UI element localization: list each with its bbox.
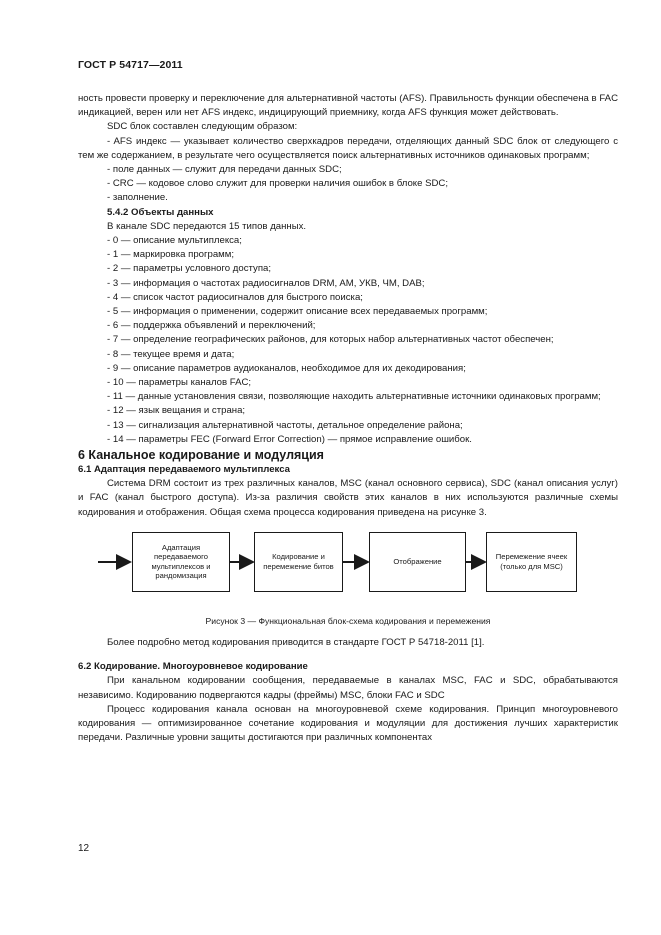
page-number: 12 [78, 843, 90, 854]
document-header: ГОСТ Р 54717—2011 [78, 59, 183, 71]
paragraph: Система DRM состоит из трех различных каналов, MSC (канал основного сервиса), SDC (канал описания услуг) и FAC (канал быстрого доступа). Из-за различия свойств этих каналов в них используются различные схемы кодирования и отображения. Общая схема процесса кодирования приведена на рисунке 3. [78, 478, 618, 518]
paragraph: Более подробно метод кодирования приводится в стандарте ГОСТ Р 54718-2011 [1]. [107, 636, 485, 648]
list-item: - поле данных — служит для передачи данных SDC; [107, 164, 342, 176]
section-heading: 6.2 Кодирование. Многоуровневое кодирование [78, 661, 308, 673]
block-mapping: Отображение [369, 532, 466, 592]
list-item: - 12 — язык вещания и страна; [107, 405, 246, 417]
paragraph: SDC блок составлен следующим образом: [107, 121, 298, 133]
chapter-heading: 6 Канальное кодирование и модуляция [78, 448, 324, 463]
list-item: - 4 — список частот радиосигналов для быстрого поиска; [107, 291, 363, 303]
list-item: - 7 — определение географических районов, для которых набор альтернативных частот обеспечен; [107, 334, 554, 346]
list-item: - 10 — параметры каналов FAC; [107, 377, 252, 389]
paragraph: При канальном кодировании сообщения, передаваемые в каналах MSC, FAC и SDC, обрабатываются независимо. Кодированию подвергаются кадры (фреймы) MSC, блоки FAC и SDC [78, 675, 618, 701]
paragraph: В канале SDC передаются 15 типов данных. [107, 220, 307, 232]
list-item: - 0 — описание мультиплекса; [107, 235, 242, 247]
list-item: - 13 — сигнализация альтернативной частоты, детальное определение района; [107, 419, 463, 431]
list-item: - 6 — поддержка объявлений и переключений; [107, 320, 316, 332]
block-bit-interleaving: Кодирование и перемежение битов [254, 532, 343, 592]
list-item: - AFS индекс — указывает количество сверхкадров передачи, отделяющих данный SDC блок от следующего с тем же содержанием, в результате чего осуществляется поиск альтернативных источников одинаковых программ; [78, 135, 618, 161]
list-item: - 1 — маркировка программ; [107, 249, 235, 261]
list-item: - 2 — параметры условного доступа; [107, 263, 272, 275]
list-item: - 5 — информация о применении, содержит описание всех передаваемых программ; [107, 306, 488, 318]
section-heading: 6.1 Адаптация передаваемого мультиплекса [78, 464, 291, 476]
list-item: - заполнение. [107, 192, 168, 204]
block-multiplex-adaptation: Адаптация передаваемого мультиплексов и рандомизация [132, 532, 230, 592]
block-cell-interleaving: Перемежение ячеек (только для MSC) [486, 532, 577, 592]
list-item: - 14 — параметры FEC (Forward Error Correction) — прямое исправление ошибок. [107, 433, 472, 445]
section-heading: 5.4.2 Объекты данных [107, 206, 214, 218]
figure-caption: Рисунок 3 — Функциональная блок-схема кодирования и перемежения [205, 615, 491, 626]
paragraph: ность провести проверку и переключение для альтернативной частоты (AFS). Правильность функции обеспечена в FAC индикацией, верен или нет AFS индекс, индицирующий приемнику, когда AFS функция может действовать. [78, 93, 618, 119]
document-body [78, 92, 618, 745]
block-diagram [78, 526, 618, 636]
list-item: - 11 — данные установления связи, позволяющие находить альтернативные источники одинаковых программ; [107, 391, 601, 403]
list-item: - CRC — кодовое слово служит для проверки наличия ошибок в блоке SDC; [107, 178, 449, 190]
list-item: - 9 — описание параметров аудиоканалов, необходимое для их декодирования; [107, 362, 466, 374]
paragraph: Процесс кодирования канала основан на многоуровневой схеме кодирования. Принцип многоуровневого кодирования — оптимизированное сочетание кодирования и модуляции для достижения лучших характеристик передачи. Различные уровни защиты достигаются при различных компонентах [78, 703, 618, 744]
list-item: - 3 — информация о частотах радиосигналов DRM, AM, УКВ, ЧМ, DAB; [107, 277, 425, 289]
list-item: - 8 — текущее время и дата; [107, 348, 235, 360]
